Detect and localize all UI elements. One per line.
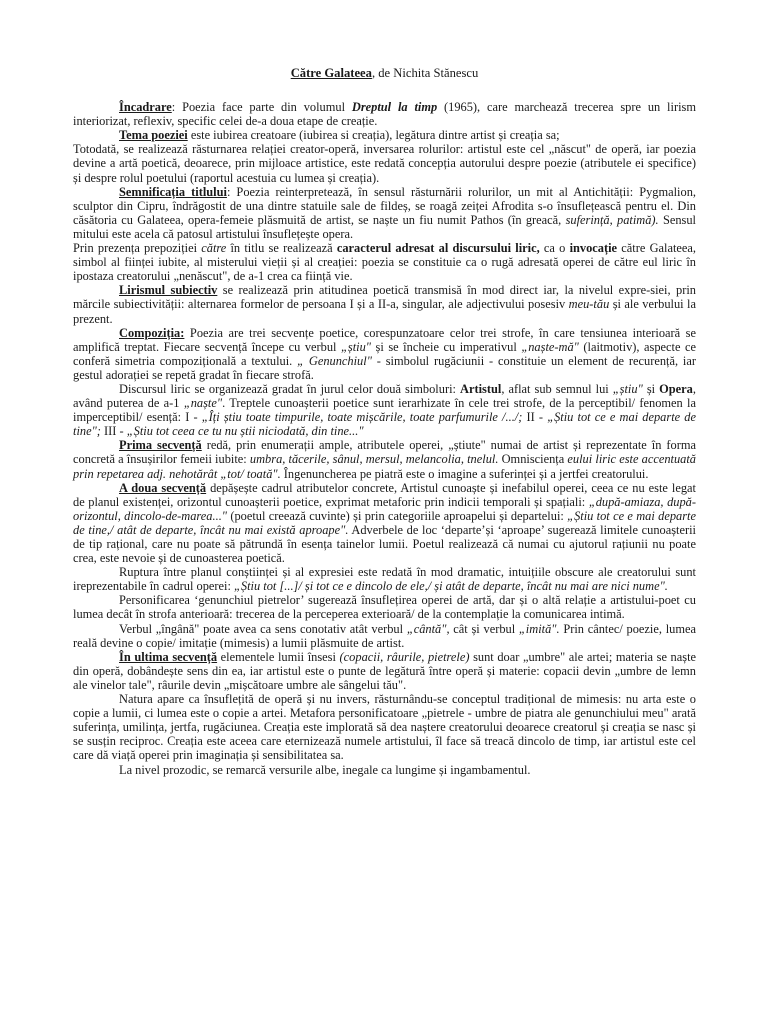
paragraph-prepozitie: Prin prezența prepoziției către în titlu se realizează caracterul adresat al discursului liric, ca o invocație către Galateea, simbol al ființei iubite, al misterului vieții și al creației: poezia se constituie ca o rugă adresată operei de către eul liric în ipostaza creatorului „nenăscut", de a-1 crea ca ființă vie. xyxy=(73,241,697,284)
paragraph-personificarea: Personificarea ‘genunchiul pietrelor’ sugerează însuflețirea operei de artă, dar și o altă relație a artistului-poet cu lumea decât în strofa anterioară: trecerea de la perceperea exterioară/ de la contemplație la comunicarea intimă. xyxy=(73,593,696,622)
paragraph-discursul-liric: Discursul liric se organizează gradat în jurul celor două simboluri: Artistul, aflat sub semnul lui „știu" și Opera, având puterea de a-1 „naște". Treptele cunoașterii poetice sunt ierarhizate în cele trei strofe, de la perceptibil/ fenomen la imperceptibil/ esență: I - „Îți știu toate timpurile, toate mișcările, toate parfumurile /.../; II - „Știu tot ce e mai departe de tine"; III - „Știu tot ceea ce tu nu știi niciodată, din tine..." xyxy=(73,381,696,439)
author-byline: , de Nichita Stănescu xyxy=(371,66,479,80)
paragraph-ultima-secventa: În ultima secvență elementele lumii însesi (copacii, râurile, pietrele) sunt doar „umbre" ale artei; materia se naște din operă, dobândește sens din ea, iar artistul este o punte de legătură între operă și materie: copacii devin „umbre de lemn ale vinelor tale", râurile devin „mișcătoare umbre ale sângelui tău". xyxy=(73,649,697,692)
section-label: Lirismul subiectiv xyxy=(119,283,218,298)
section-label: Compoziția: xyxy=(119,325,185,340)
paragraph-prima-secventa: Prima secvență redă, prin enumerații ample, atributele operei, „știute" numai de artist și reprezentate în forma concretă a însușirilor femeii iubite: umbra, tăcerile, sânul, mersul, melancolia, tnelul. Omnisciența eului liric este accentuată prin repetarea adj. nehotărât „tot/ toată". Îngenuncherea pe piatră este o imagine a suferinței și a jertfei creatorului. xyxy=(73,438,696,481)
paragraph-verbul: Verbul „îngână" poate avea ca sens conotativ atât verbul „cântă", cât și verbul „imită". Prin cântec/ poezie, lumea reală devine o copie/ imitație (mimesis) a lumii plăsmuite de artist. xyxy=(73,621,696,650)
paragraph-lirismul-subiectiv: Lirismul subiectiv se realizează prin atitudinea poetică transmisă în mod direct iar, la nivelul expre-siei, prin mărcile subiectivității: alternarea formelor de persoana I și a II-a, singular, ale adjectivului posesiv meu-tău și ale verbului la prezent. xyxy=(73,283,696,326)
document-title xyxy=(73,66,696,80)
book-title: Dreptul la timp xyxy=(351,100,438,115)
paragraph-a-doua-secventa: A doua secvență depășește cadrul atributelor concrete, Artistul cunoaște și inefabilul operei, ceea ce nu este legat de planul existenței, orizontul cunoașterii poetice, exprimat metaforic prin indicii temporali și spațiali: „după-amiaza, după-orizontul, dincolo-de-marea..." (poetul creează cuvinte) și prin categoriile aproapelui și departelui: „Știu tot ce e mai departe de tine,/ atât de departe, încât nu mai există aproape". Adverbele de loc ‘departe’și ‘aproape’ sugerează limitele cunoașterii de tip rațional, care nu poate să pătrundă în esența tainelor lumii. Poetul realizează că numai cu ajutorul rațiunii nu poate crea, este nevoie și de cunoasterea poetică. xyxy=(73,480,697,566)
section-label: Semnificația titlului xyxy=(119,184,227,199)
section-label: Încadrare xyxy=(119,100,172,115)
paragraph-incadrare: Încadrare: Poezia face parte din volumul Dreptul la timp (1965), care marchează trecerea spre un lirism interiorizat, reflexiv, specific celei de-a doua etape de creație. xyxy=(73,100,696,129)
section-label: În ultima secvență xyxy=(119,649,218,664)
paragraph-compozitia: Compoziția: Poezia are trei secvențe poetice, corespunzatoare celor trei strofe, în care tensiunea interioară se amplifică treptat. Fiecare secvență începe cu verbul „știu" și se încheie cu imperativul „naște-mă" (laitmotiv), aspecte ce conferă simetria compozițională a textului. „ Genunchiul" - simbolul rugăciunii - constituie un element de recurență, iar gestul adorației se repetă gradat în fiecare strofă. xyxy=(73,325,696,382)
poem-title: Către Galateea xyxy=(290,66,372,80)
section-label: Prima secvență xyxy=(119,438,202,453)
section-label: A doua secvență xyxy=(119,480,207,495)
section-label: Tema poeziei xyxy=(119,128,188,143)
paragraph-semnificatia-titlului: Semnificația titlului: Poezia reinterpretează, în sensul răsturnării rolurilor, un mit al Antichității: Pygmalion, sculptor din Cipru, îndrăgostit de una dintre statuile sale de fildeș, se roagă zeiței Afrodita s-o însuflețească pentru el. Din căsătoria cu Galateea, opera-femeie plăsmuită de artist, se naște un fiu numit Pathos (în greacă, suferință, patimă). Sensul mitului este acela că patosul artistului însuflețește opera. xyxy=(73,184,696,241)
paragraph-nivel-prozodic: La nivel prozodic, se remarcă versurile albe, inegale ca lungime și ingambamentul. xyxy=(119,762,531,777)
paragraph-tema: Tema poeziei este iubirea creatoare (iubirea si creația), legătura dintre artist și creația sa; xyxy=(119,128,560,143)
paragraph-ruptura: Ruptura între planul conștiinței și al expresiei este redată în mod dramatic, intuițiile obscure ale creatorului sunt ireprezentabile în cadrul operei: „Știu tot [...]/ și tot ce e dincolo de ele,/ și atât de departe, încât nu mai are nici nume". xyxy=(73,565,696,594)
paragraph-totodata: Totodată, se realizează răsturnarea relației creator-operă, inversarea rolurilor: artistul este cel „născut" de operă, iar poezia devine a artă poetică, deoarece, prin mijloace artistice, este redată concepția autorului despre poezie (atributele ei specifice) și despre rolul poetului (raportul acestuia cu lumea și creația). xyxy=(73,142,696,185)
paragraph-natura: Natura apare ca însuflețită de operă și nu invers, răsturnându-se conceptul tradițional de mimesis: nu arta este o copie a lumii, ci lumea este o copie a artei. Metafora personificatoare „pietrele - umbre de piatra ale genunchiului meu" arată suferința, umilința, jertfa, rugăciunea. Creația este implorată să dea naștere creatorului deoarece creatorul și creația se nasc și se susțin reciproc. Creația este aceea care eternizează numele artistului, îl face să treacă dincolo de timp, iar artistul este cel care dă viață operei prin imaginația și sensibilitatea sa. xyxy=(73,692,696,763)
